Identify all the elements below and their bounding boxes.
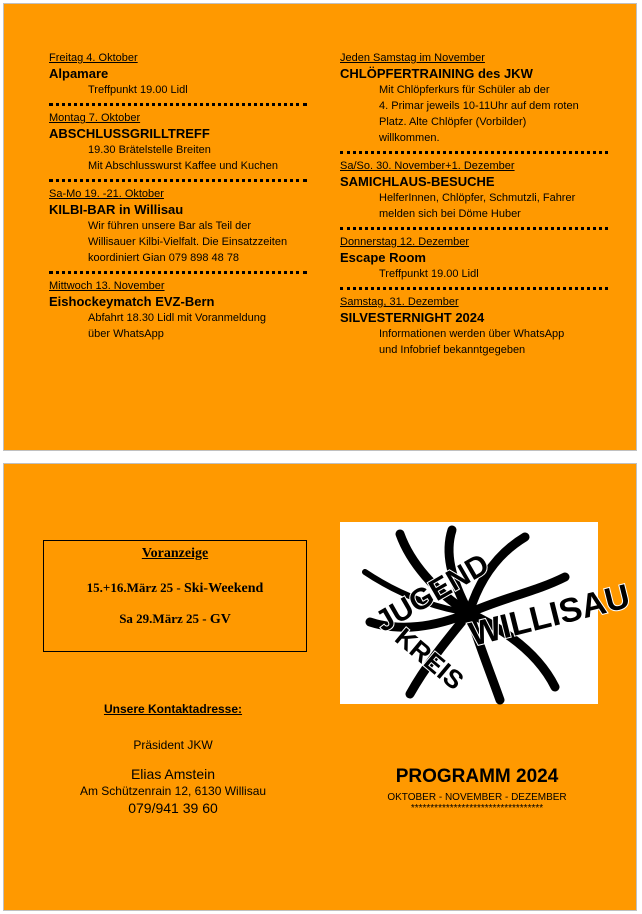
event-title: ABSCHLUSSGRILLTREFF xyxy=(49,126,210,141)
event-title: KILBI-BAR in Willisau xyxy=(49,202,184,217)
preview-title: Voranzeige xyxy=(141,546,209,561)
event-description: Treffpunkt 19.00 Lidl xyxy=(379,268,479,280)
event-item xyxy=(340,295,608,358)
preview-date: 15.+16.März 25 - xyxy=(86,580,184,595)
logo-word-jugend: JUGEND xyxy=(370,547,495,639)
program-months: OKTOBER - NOVEMBER - DEZEMBER xyxy=(387,792,567,803)
jugendkreis-logo-icon xyxy=(340,522,634,704)
logo xyxy=(340,522,634,704)
event-description: Mit Chlöpferkurs für Schüler ab der 4. Primar jeweils 10-11Uhr auf dem roten Platz. Alte Chlöpfer (Vorbilder) willkommen. xyxy=(379,84,579,144)
event-description: Treffpunkt 19.00 Lidl xyxy=(88,84,188,96)
event-date: Sa-Mo 19. -21. Oktober xyxy=(49,188,164,200)
schedule-right-column xyxy=(340,51,608,358)
event-description: 19.30 Brätelstelle Breiten Mit Abschlusswurst Kaffee und Kuchen xyxy=(88,144,278,172)
event-title: CHLÖPFERTRAINING des JKW xyxy=(340,66,533,81)
program-stars: ********************************** xyxy=(410,803,544,814)
dotted-separator xyxy=(49,179,307,182)
preview-event: GV xyxy=(209,612,231,627)
event-item xyxy=(49,51,307,98)
event-item xyxy=(340,235,608,282)
event-date: Sa/So. 30. November+1. Dezember xyxy=(340,160,515,172)
event-item xyxy=(340,51,608,146)
event-title: Escape Room xyxy=(340,250,426,265)
contact-role: Präsident JKW xyxy=(133,738,213,752)
contact-phone: 079/941 39 60 xyxy=(128,800,218,816)
dotted-separator xyxy=(340,287,608,290)
event-title: SAMICHLAUS-BESUCHE xyxy=(340,174,495,189)
contact-name: Elias Amstein xyxy=(130,766,216,782)
event-item xyxy=(49,187,307,266)
event-date: Freitag 4. Oktober xyxy=(49,52,138,64)
event-description: Abfahrt 18.30 Lidl mit Voranmeldung über WhatsApp xyxy=(88,312,266,340)
event-description: Informationen werden über WhatsApp und Infobrief bekanntgegeben xyxy=(379,328,565,356)
dotted-separator xyxy=(340,151,608,154)
event-description: Wir führen unsere Bar als Teil der Willisauer Kilbi-Vielfalt. Die Einsatzzeiten koordiniert Gian 079 898 48 78 xyxy=(88,220,288,264)
preview-line-ski xyxy=(44,580,306,597)
dotted-separator xyxy=(49,103,307,106)
dotted-separator xyxy=(340,227,608,230)
contact-heading: Unsere Kontaktadresse: xyxy=(103,702,243,716)
program-title: PROGRAMM 2024 xyxy=(395,766,559,787)
event-description: HelferInnen, Chlöpfer, Schmutzli, Fahrer melden sich bei Döme Huber xyxy=(379,192,576,220)
contact-block xyxy=(64,702,282,816)
preview-event: Ski-Weekend xyxy=(183,581,264,596)
event-title: SILVESTERNIGHT 2024 xyxy=(340,310,485,325)
event-date: Mittwoch 13. November xyxy=(49,280,165,292)
schedule-left-column xyxy=(49,51,307,342)
event-item xyxy=(49,279,307,342)
contact-address: Am Schützenrain 12, 6130 Willisau xyxy=(79,784,267,798)
program-heading-block xyxy=(340,766,614,814)
logo-word-willisau: WILLISAU xyxy=(465,577,634,654)
event-item xyxy=(49,111,307,174)
event-title: Eishockeymatch EVZ-Bern xyxy=(49,294,215,309)
preview-date: Sa 29.März 25 - xyxy=(119,611,210,626)
event-date: Samstag, 31. Dezember xyxy=(340,296,459,308)
event-date: Montag 7. Oktober xyxy=(49,112,141,124)
event-date: Donnerstag 12. Dezember xyxy=(340,236,470,248)
preview-line-gv xyxy=(44,611,306,628)
cover-panel xyxy=(3,463,637,911)
event-title: Alpamare xyxy=(49,66,109,81)
event-item xyxy=(340,159,608,222)
dotted-separator xyxy=(49,271,307,274)
schedule-panel xyxy=(3,3,637,451)
logo-word-kreis: KREIS xyxy=(389,621,470,696)
preview-box xyxy=(43,540,307,652)
event-date: Jeden Samstag im November xyxy=(340,52,485,64)
